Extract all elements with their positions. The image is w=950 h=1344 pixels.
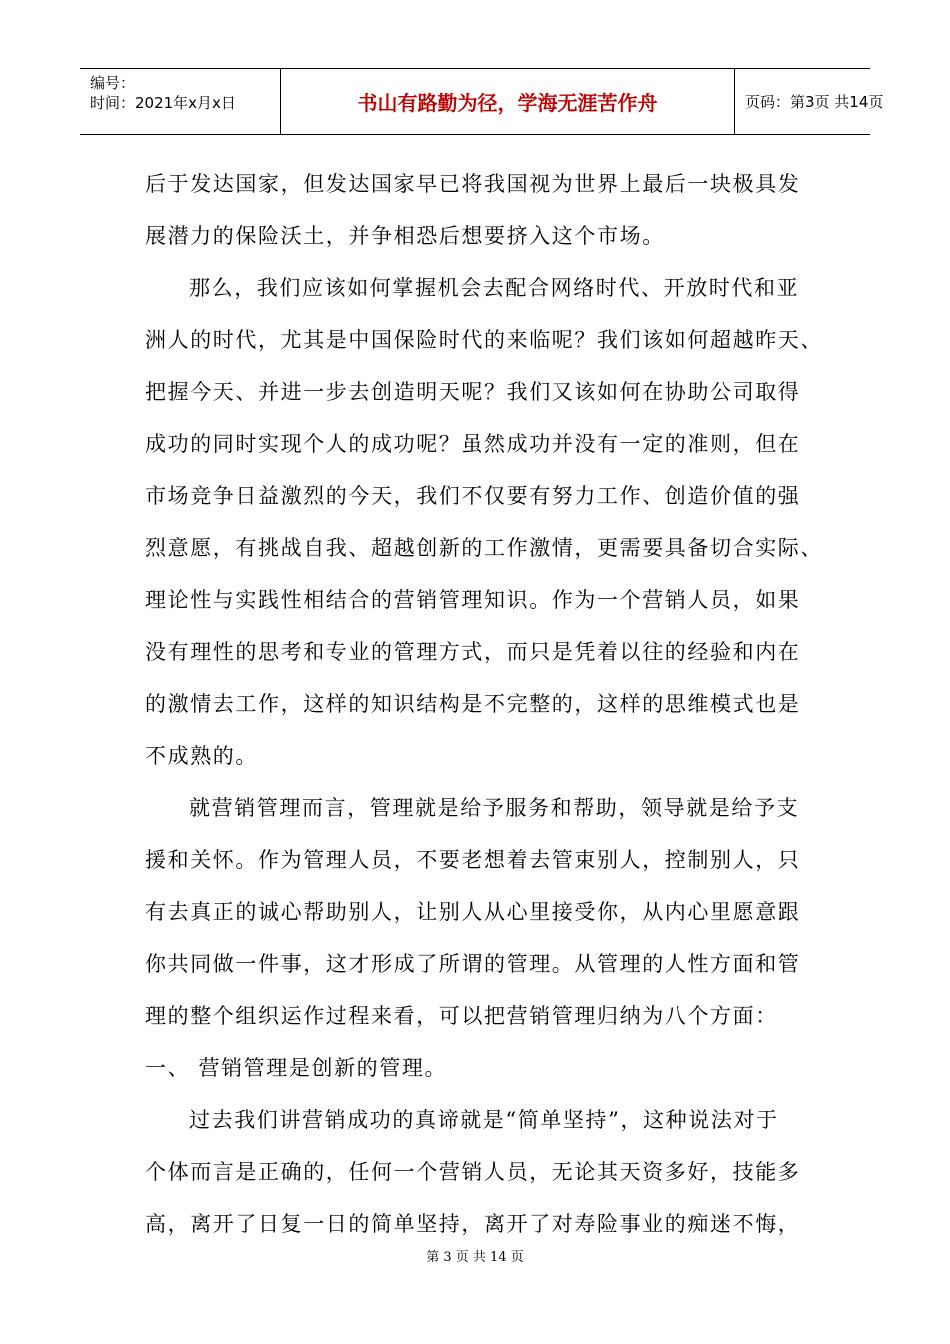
document-date: 时间：2021年x月x日 <box>90 94 236 112</box>
body-line: 洲人的时代，尤其是中国保险时代的来临呢？我们该如何超越昨天、 <box>145 328 823 352</box>
body-line: 成功的同时实现个人的成功呢？虽然成功并没有一定的准则，但在 <box>145 432 801 456</box>
body-line: 烈意愿，有挑战自我、超越创新的工作激情，更需要具备切合实际、 <box>145 536 823 560</box>
header-motto: 书山有路勤为径，学海无涯苦作舟 <box>280 69 735 134</box>
body-line: 后于发达国家，但发达国家早已将我国视为世界上最后一块极具发 <box>145 172 801 196</box>
body-line: 就营销管理而言，管理就是给予服务和帮助，领导就是给予支 <box>189 796 800 820</box>
body-line: 援和关怀。作为管理人员，不要老想着去管束别人，控制别人，只 <box>145 848 801 872</box>
body-line: 有去真正的诚心帮助别人，让别人从心里接受你，从内心里愿意跟 <box>145 900 801 924</box>
body-line: 没有理性的思考和专业的管理方式，而只是凭着以往的经验和内在 <box>145 640 801 664</box>
body-line: 展潜力的保险沃土，并争相恐后想要挤入这个市场。 <box>145 224 665 248</box>
body-line: 不成熟的。 <box>145 744 258 768</box>
body-line: 的激情去工作，这样的知识结构是不完整的，这样的思维模式也是 <box>145 692 801 716</box>
section-heading: 一、 营销管理是创新的管理。 <box>145 1056 448 1080</box>
body-line: 你共同做一件事，这才形成了所谓的管理。从管理的人性方面和管 <box>145 952 801 976</box>
body-line: 那么，我们应该如何掌握机会去配合网络时代、开放时代和亚 <box>189 276 800 300</box>
body-line: 市场竞争日益激烈的今天，我们不仅要有努力工作、创造价值的强 <box>145 484 801 508</box>
document-number-label: 编号： <box>90 74 136 92</box>
body-line: 理的整个组织运作过程来看，可以把营销管理归纳为八个方面： <box>145 1004 778 1028</box>
body-line: 理论性与实践性相结合的营销管理知识。作为一个营销人员，如果 <box>145 588 801 612</box>
header-meta <box>80 69 280 134</box>
document-body <box>145 158 835 1250</box>
page-footer: 第 3 页 共 14 页 <box>426 1250 524 1265</box>
page-header <box>80 68 884 135</box>
body-line: 高，离开了日复一日的简单坚持，离开了对寿险事业的痴迷不悔， <box>145 1212 801 1236</box>
body-line: 个体而言是正确的，任何一个营销人员，无论其天资多好，技能多 <box>145 1160 801 1184</box>
body-line: 把握今天、并进一步去创造明天呢？我们又该如何在协助公司取得 <box>145 380 801 404</box>
header-page-info: 页码：第3页 共14页 <box>745 93 884 111</box>
body-line: 过去我们讲营销成功的真谛就是“简单坚持”，这种说法对于 <box>189 1108 779 1132</box>
